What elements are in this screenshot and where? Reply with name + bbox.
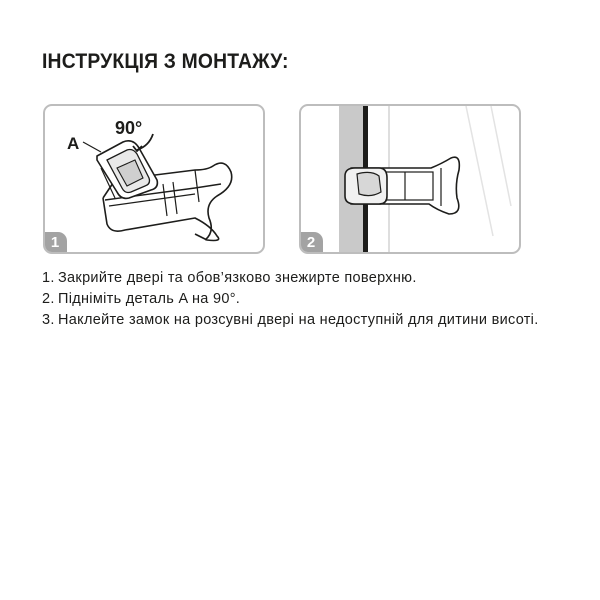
lock-lift-illustration: [45, 106, 265, 254]
instruction-item: 3. Наклейте замок на розсувні двері на недоступній для дитини висоті.: [42, 312, 539, 328]
angle-label: 90°: [115, 118, 143, 138]
figure-step-2: [299, 104, 521, 254]
instruction-text: Підніміть деталь A на 90°.: [58, 291, 241, 307]
instruction-list: [42, 268, 562, 331]
step-number-badge: 2: [299, 232, 323, 254]
lock-mounted-illustration: [301, 106, 521, 254]
step-number-badge: 1: [43, 232, 67, 254]
instruction-text: Закрийте двері та обов’язково знежирте поверхню.: [58, 270, 417, 286]
figure-step-1: [43, 104, 265, 254]
instruction-text: Наклейте замок на розсувні двері на недоступній для дитини висоті.: [58, 312, 539, 328]
page-title: ІНСТРУКЦІЯ З МОНТАЖУ:: [42, 50, 289, 73]
instruction-item: 2. Підніміть деталь A на 90°.: [42, 291, 241, 307]
part-a-label: A: [67, 134, 80, 153]
instruction-item: 1. Закрийте двері та обов’язково знежирте поверхню.: [42, 270, 417, 286]
